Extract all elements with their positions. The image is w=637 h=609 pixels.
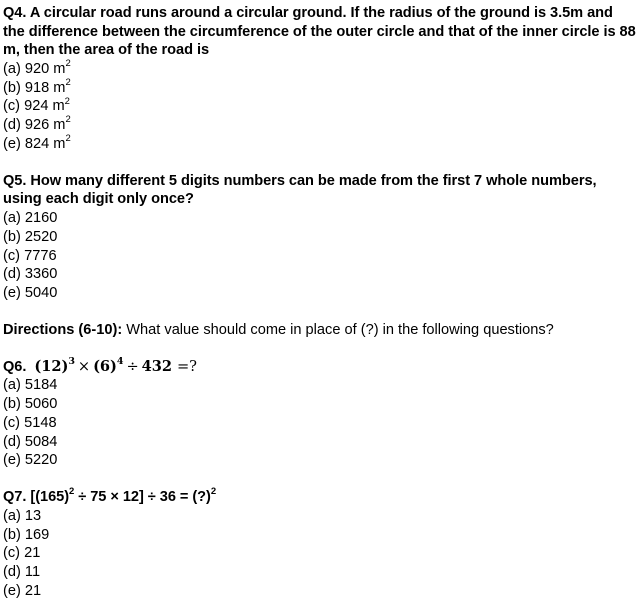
option-value: 918 m <box>24 79 66 96</box>
option-key: (a) <box>3 60 21 77</box>
option-a <box>3 376 637 395</box>
option-value: 5184 <box>24 377 58 394</box>
option-a <box>3 57 637 79</box>
math-term: (6) <box>93 357 117 375</box>
math-exponent: 2 <box>69 486 75 498</box>
question-7-text <box>3 488 637 507</box>
option-value: 7776 <box>24 247 57 264</box>
option-value: 21 <box>24 582 42 599</box>
option-d <box>3 433 637 452</box>
question-4-options <box>3 57 637 154</box>
question-6-label: Q6. <box>3 358 27 375</box>
option-a <box>3 209 637 228</box>
option-superscript: 2 <box>65 57 71 69</box>
question-4-label: Q4. <box>3 5 27 21</box>
option-value: 5060 <box>24 395 58 412</box>
option-key: (b) <box>3 228 21 245</box>
spacer <box>3 340 637 358</box>
option-key: (a) <box>3 377 21 394</box>
math-term: (12) <box>34 357 69 375</box>
option-key: (c) <box>3 414 21 431</box>
option-key: (a) <box>3 209 21 226</box>
spacer <box>3 470 637 488</box>
option-key: (e) <box>3 452 21 469</box>
option-key: (b) <box>3 526 21 543</box>
math-exponent: 2 <box>210 486 217 498</box>
option-key: (c) <box>3 247 21 264</box>
option-key: (d) <box>3 117 21 134</box>
question-6-options <box>3 376 637 470</box>
option-value: 11 <box>24 564 41 581</box>
math-exponent: 4 <box>116 355 124 367</box>
option-value: 5220 <box>24 452 58 469</box>
option-value: 5148 <box>24 414 57 431</box>
option-key: (e) <box>3 285 21 302</box>
option-d <box>3 116 637 135</box>
option-b <box>3 228 637 247</box>
math-exponent: 3 <box>68 355 75 367</box>
directions <box>3 321 637 340</box>
option-key: (d) <box>3 564 21 581</box>
directions-text: What value should come in place of (?) in the following questions? <box>126 321 554 338</box>
option-key: (e) <box>3 135 21 152</box>
option-e <box>3 451 637 470</box>
option-b <box>3 76 637 98</box>
option-key: (d) <box>3 433 21 450</box>
question-5 <box>3 172 637 303</box>
option-c <box>3 247 637 266</box>
question-5-text <box>3 172 637 209</box>
option-superscript: 2 <box>64 95 70 107</box>
question-4-body: A circular road runs around a circular ground. If the radius of the ground is 3.5m and the difference between the circumference of the outer circle and that of the inner circle is 88 m, then the area of the road is <box>3 5 636 59</box>
option-value: 5084 <box>24 433 58 450</box>
option-c <box>3 414 637 433</box>
question-4-text <box>3 4 637 60</box>
option-e <box>3 135 637 154</box>
question-4 <box>3 4 637 154</box>
option-superscript: 2 <box>65 114 71 126</box>
question-6-expression <box>34 355 197 375</box>
option-value: 21 <box>24 545 41 562</box>
option-c <box>3 97 637 116</box>
option-value: 926 m <box>24 117 66 134</box>
option-key: (a) <box>3 507 21 524</box>
option-key: (b) <box>3 395 21 412</box>
option-key: (b) <box>3 79 21 96</box>
option-key: (d) <box>3 266 21 283</box>
option-a <box>3 507 637 526</box>
option-superscript: 2 <box>65 76 71 88</box>
option-value: 2160 <box>24 209 58 226</box>
math-term: [(165) <box>30 489 70 506</box>
option-value: 5040 <box>24 285 58 302</box>
option-b <box>3 526 637 545</box>
spacer <box>3 154 637 172</box>
directions-label: Directions (6-10): <box>3 321 123 338</box>
option-e <box>3 284 637 303</box>
option-d <box>3 563 637 582</box>
option-c <box>3 544 637 563</box>
math-term: ÷ 75 × 12] ÷ 36 = (?) <box>74 489 211 506</box>
question-6 <box>3 355 637 471</box>
option-value: 13 <box>24 507 42 524</box>
option-value: 3360 <box>24 266 58 283</box>
option-key: (c) <box>3 98 21 115</box>
question-5-options <box>3 209 637 303</box>
question-7-options <box>3 507 637 601</box>
option-value: 920 m <box>24 60 66 77</box>
option-key: (e) <box>3 582 21 599</box>
spacer <box>3 303 637 321</box>
math-operator: × <box>77 357 91 375</box>
math-term: 432 <box>141 357 172 375</box>
math-equals: =? <box>177 357 197 375</box>
question-5-body: How many different 5 digits numbers can be made from the first 7 whole numbers, using each digit only once? <box>3 172 597 208</box>
option-e <box>3 582 637 601</box>
question-5-label: Q5. <box>3 172 27 189</box>
option-superscript: 2 <box>65 133 71 145</box>
option-value: 2520 <box>24 228 58 245</box>
math-operator: ÷ <box>126 357 139 375</box>
question-7-label: Q7. <box>3 489 27 506</box>
question-7 <box>3 488 637 601</box>
option-key: (c) <box>3 545 21 562</box>
option-value: 169 <box>24 526 50 543</box>
option-d <box>3 265 637 284</box>
option-value: 824 m <box>24 135 66 152</box>
option-b <box>3 395 637 414</box>
question-6-text <box>3 355 637 377</box>
option-value: 924 m <box>24 98 65 115</box>
